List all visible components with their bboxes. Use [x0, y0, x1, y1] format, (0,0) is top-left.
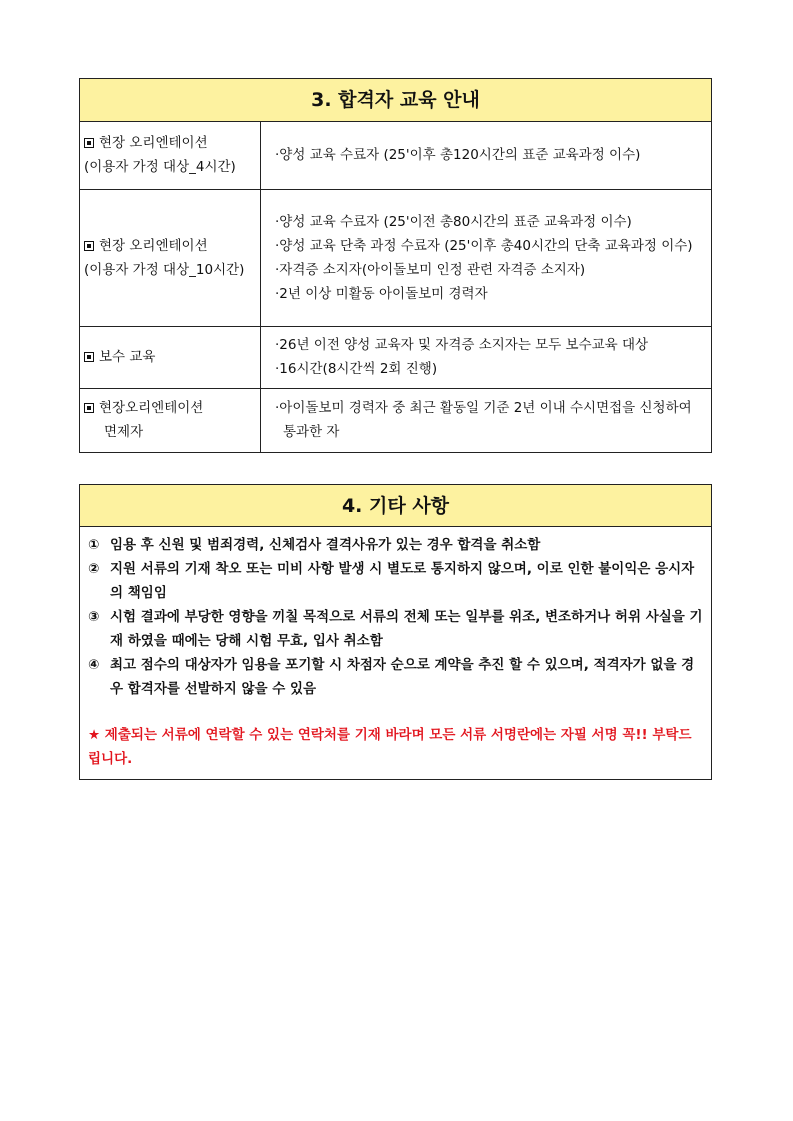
bullet-item: ·양성 교육 수료자 (25'이후 총120시간의 표준 교육과정 이수): [275, 147, 641, 164]
list-item: [88, 653, 703, 701]
bullet-item: ·양성 교육 단축 과정 수료자 (25'이후 총40시간의 단축 교육과정 이수): [275, 237, 693, 254]
row-label: 현장 오리엔테이션: [99, 237, 208, 254]
table-row: [80, 189, 711, 326]
item-number: ③: [88, 609, 100, 625]
notes-body: [80, 527, 711, 779]
row-content-cell: [261, 326, 712, 388]
table-row: [80, 122, 711, 189]
section-title: 3. 합격자 교육 안내: [80, 79, 711, 122]
item-number: ④: [88, 657, 100, 673]
bullet-item: ·2년 이상 미활동 아이돌보미 경력자: [275, 285, 488, 302]
signature-notice: ★ 제출되는 서류에 연락할 수 있는 연락처를 기재 바라며 모든 서류 서명란에는 자필 서명 꼭!! 부탁드립니다.: [88, 727, 692, 767]
item-text: 임용 후 신원 및 범죄경력, 신체검사 결격사유가 있는 경우 합격을 취소함: [110, 537, 541, 553]
row-label: 보수 교육: [99, 349, 156, 365]
item-text: 지원 서류의 기재 착오 또는 미비 사항 발생 시 별도로 통지하지 않으며, 이로 인한 불이익은 응시자의 책임임: [110, 561, 695, 601]
other-notes-section: [79, 484, 712, 780]
item-number: ②: [88, 561, 100, 577]
row-content-cell: [261, 388, 712, 452]
checkbox-square-icon: [84, 138, 94, 148]
education-guide-section: [79, 78, 712, 453]
item-text: 최고 점수의 대상자가 임용을 포기할 시 차점자 순으로 계약을 추진 할 수 있으며, 적격자가 없을 경우 합격자를 선발하지 않을 수 있음: [110, 657, 695, 697]
row-label: 현장 오리엔테이션: [99, 135, 208, 152]
table-row: [80, 388, 711, 452]
checkbox-square-icon: [84, 241, 94, 251]
bullet-item: ·자격증 소지자(아이돌보미 인정 관련 자격증 소지자): [275, 261, 586, 278]
checkbox-square-icon: [84, 403, 94, 413]
row-content-cell: [261, 122, 712, 189]
row-sublabel: 면제자: [104, 424, 144, 441]
item-text: 시험 결과에 부당한 영향을 끼칠 목적으로 서류의 전체 또는 일부를 위조, 변조하거나 허위 사실을 기재 하였을 때에는 당해 시험 무효, 입사 취소함: [110, 609, 703, 649]
item-number: ①: [88, 537, 100, 553]
education-table: [80, 122, 711, 452]
bullet-item: ·16시간(8시간씩 2회 진행): [275, 361, 438, 377]
row-content-cell: [261, 189, 712, 326]
list-item: [88, 533, 703, 557]
row-label-cell: [80, 388, 261, 452]
row-sublabel: (이용자 가정 대상_4시간): [84, 159, 236, 176]
bullet-item: ·아이돌보미 경력자 중 최근 활동일 기준 2년 이내 수시면접을 신청하여 통과한 자: [275, 400, 692, 441]
bullet-item: ·26년 이전 양성 교육자 및 자격증 소지자는 모두 보수교육 대상: [275, 337, 649, 353]
checkbox-square-icon: [84, 352, 94, 362]
table-row: [80, 326, 711, 388]
bullet-item: ·양성 교육 수료자 (25'이전 총80시간의 표준 교육과정 이수): [275, 213, 632, 230]
row-label: 현장오리엔테이션: [99, 400, 204, 417]
list-item: [88, 605, 703, 653]
row-label-cell: [80, 122, 261, 189]
row-sublabel: (이용자 가정 대상_10시간): [84, 261, 245, 278]
list-item: [88, 557, 703, 605]
row-label-cell: [80, 326, 261, 388]
row-label-cell: [80, 189, 261, 326]
section-title: 4. 기타 사항: [80, 485, 711, 527]
